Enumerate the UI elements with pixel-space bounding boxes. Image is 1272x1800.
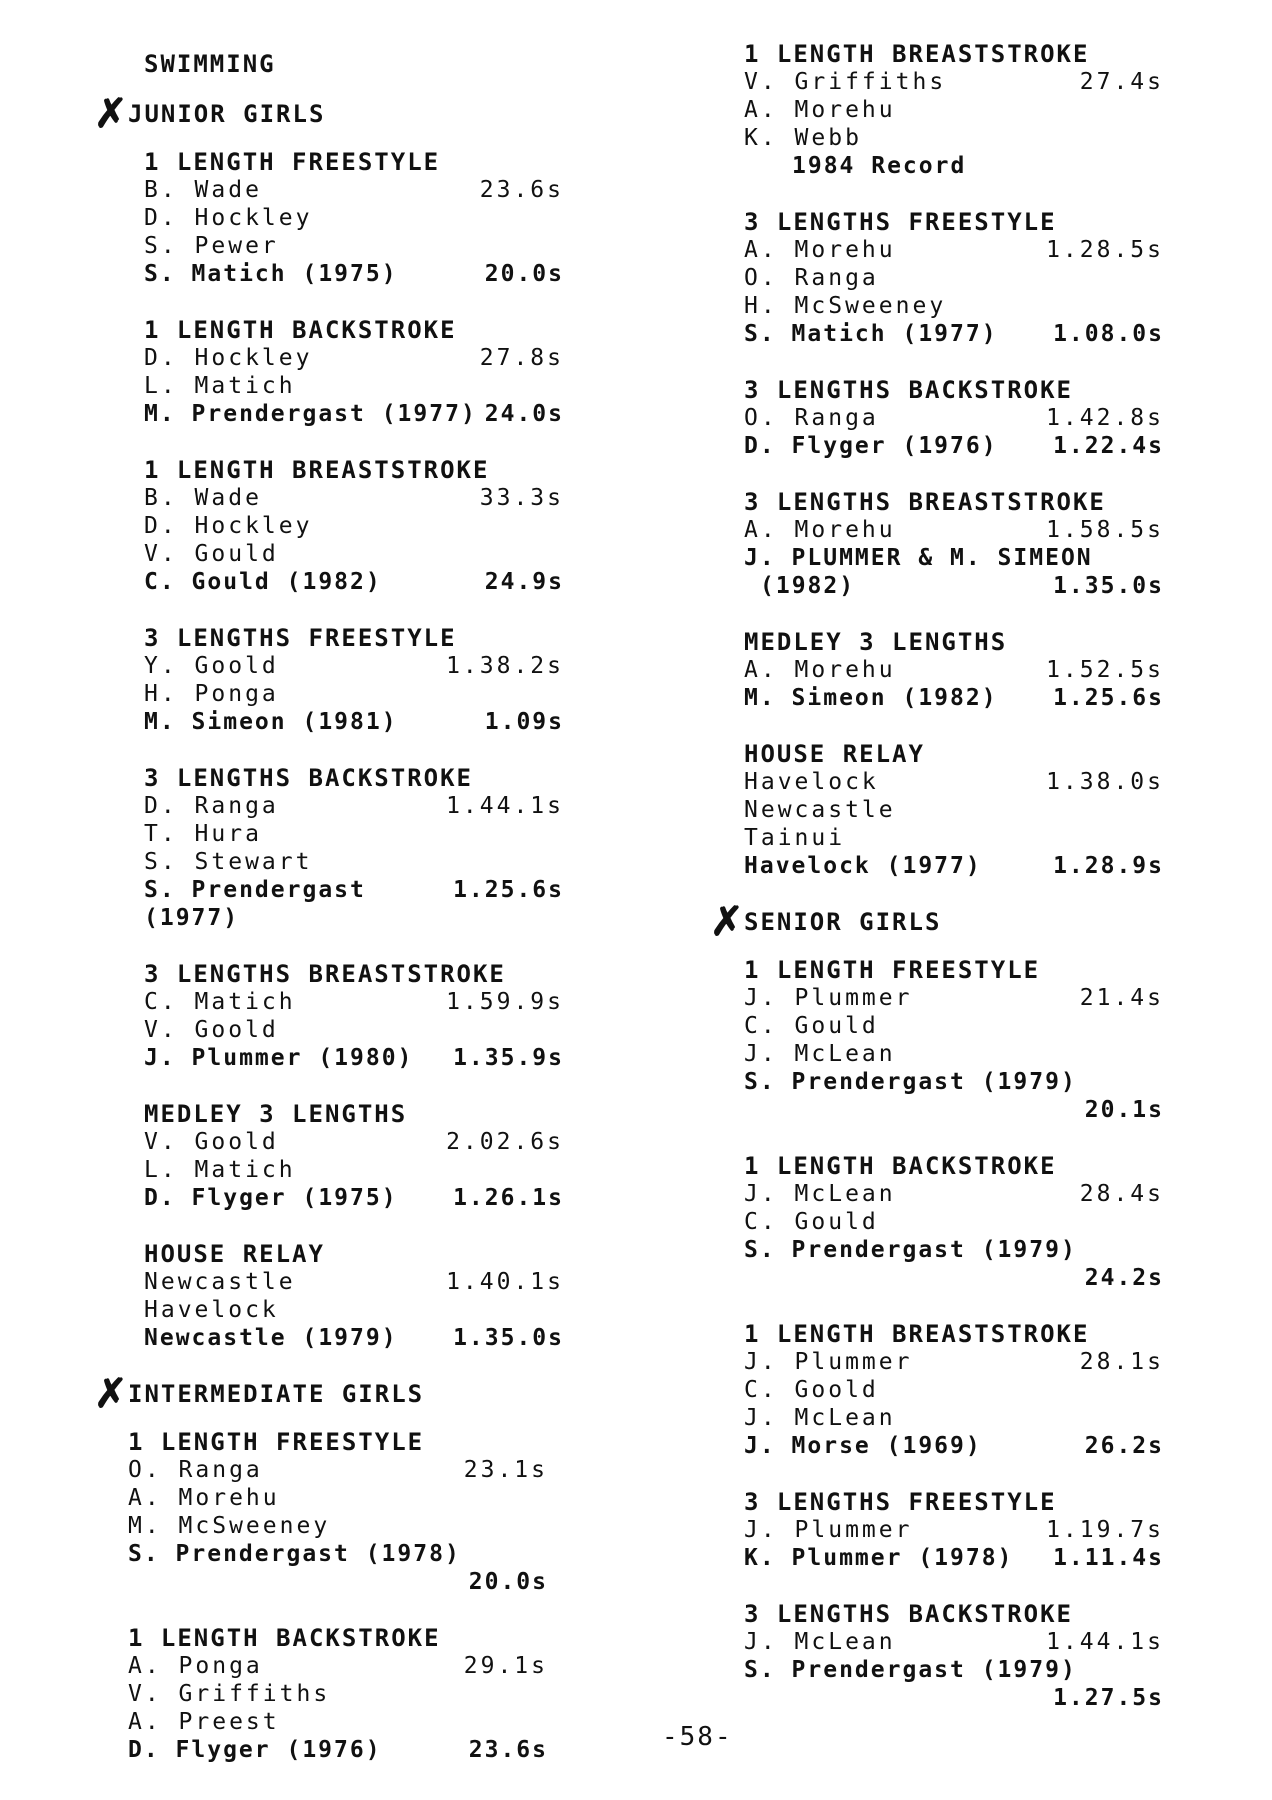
competitor-name: K. Webb [744, 125, 862, 151]
record-time: 1.08.0s [1053, 321, 1164, 347]
event-block [744, 488, 1214, 600]
result-row [128, 1512, 548, 1540]
competitor-name: J. McLean [744, 1629, 896, 1655]
record-time: 1.27.5s [1053, 1685, 1164, 1711]
result-time: 1.58.5s [1046, 517, 1164, 543]
competitor-name: S. Stewart [144, 849, 313, 875]
event-block [744, 1488, 1214, 1572]
record-row [744, 852, 1164, 880]
result-row [744, 1628, 1164, 1656]
result-time: 1.59.9s [446, 989, 564, 1015]
result-row [744, 1040, 1164, 1068]
record-time: 20.1s [1084, 1097, 1164, 1123]
competitor-name: J. Plummer [744, 985, 913, 1011]
event-name: 1 LENGTH BREASTSTROKE [744, 40, 1090, 68]
result-row [744, 68, 1164, 96]
competitor-name: D. Hockley [144, 205, 313, 231]
result-row [744, 1012, 1164, 1040]
division-heading-intermediate: ✗ INTERMEDIATE GIRLS [94, 1370, 425, 1417]
result-time: 1.19.7s [1046, 1517, 1164, 1543]
event-name: HOUSE RELAY [744, 740, 925, 768]
result-row [744, 1180, 1164, 1208]
record-row [744, 320, 1164, 348]
result-time: 1.40.1s [446, 1269, 564, 1295]
event-block [144, 456, 598, 596]
event-name: MEDLEY 3 LENGTHS [144, 1100, 408, 1128]
senior-events [744, 956, 1214, 1712]
competitor-name: J. McLean [744, 1181, 896, 1207]
record-time: 1.26.1s [453, 1185, 564, 1211]
event-name: 3 LENGTHS BREASTSTROKE [744, 488, 1106, 516]
record-time: 1.35.0s [1053, 573, 1164, 599]
event-name: 1 LENGTH BACKSTROKE [128, 1624, 441, 1652]
division-heading-senior: ✗ SENIOR GIRLS [710, 898, 942, 945]
page-title: SWIMMING [144, 50, 276, 78]
record-holder: M. Simeon (1982) [744, 685, 998, 711]
result-row [144, 820, 564, 848]
result-time: 29.1s [463, 1653, 548, 1679]
competitor-name: D. Hockley [144, 345, 313, 371]
competitor-name: O. Ranga [128, 1457, 263, 1483]
event-block [128, 1624, 598, 1764]
competitor-name: A. Preest [128, 1709, 280, 1735]
competitor-name: V. Griffiths [128, 1681, 331, 1707]
result-row [144, 176, 564, 204]
page-number: -58- [662, 1722, 733, 1752]
record-row [144, 1184, 564, 1212]
record-row-continued [744, 572, 1164, 600]
event-block [744, 1320, 1214, 1460]
result-row [744, 96, 1164, 124]
result-row [744, 984, 1164, 1012]
result-row [144, 1296, 564, 1324]
result-time: 28.4s [1079, 1181, 1164, 1207]
competitor-name: A. Morehu [744, 517, 896, 543]
result-row [128, 1652, 548, 1680]
competitor-name: V. Goold [144, 1017, 279, 1043]
record-time: 20.0s [468, 1569, 548, 1595]
record-row [144, 568, 564, 596]
event-block [144, 148, 598, 288]
result-row [144, 1156, 564, 1184]
result-row [744, 1348, 1164, 1376]
record-row [144, 1044, 564, 1072]
result-row [144, 1016, 564, 1044]
record-holder: S. Prendergast (1978) [128, 1541, 461, 1567]
result-time: 33.3s [479, 485, 564, 511]
record-row [744, 1068, 1164, 1096]
record-time: 1.09s [484, 709, 564, 735]
event-block [144, 1240, 598, 1352]
competitor-name: J. McLean [744, 1041, 896, 1067]
event-block [744, 740, 1214, 880]
record-holder: J. Morse (1969) [744, 1433, 982, 1459]
right-column [710, 40, 1214, 1740]
event-name: 3 LENGTHS BACKSTROKE [744, 1600, 1073, 1628]
competitor-name: B. Wade [144, 177, 262, 203]
result-row [744, 796, 1164, 824]
competitor-name: C. Gould [744, 1013, 879, 1039]
competitor-name: V. Gould [144, 541, 279, 567]
record-note: 1984 Record [792, 153, 967, 179]
competitor-name: Tainui [744, 825, 846, 851]
result-time: 1.28.5s [1046, 237, 1164, 263]
competitor-name: L. Matich [144, 373, 296, 399]
competitor-name: A. Morehu [128, 1485, 280, 1511]
record-holder: S. Prendergast (1979) [744, 1069, 1077, 1095]
record-row [144, 708, 564, 736]
record-holder: S. Matich (1975) [144, 261, 398, 287]
competitor-name: C. Goold [744, 1377, 879, 1403]
record-row [744, 1432, 1164, 1460]
event-block [744, 208, 1214, 348]
handwritten-x-mark-icon: ✗ [94, 1370, 130, 1417]
event-name: HOUSE RELAY [144, 1240, 325, 1268]
record-holder: D. Flyger (1975) [144, 1185, 398, 1211]
record-holder: S. Matich (1977) [744, 321, 998, 347]
record-row [144, 876, 564, 932]
result-row [144, 1268, 564, 1296]
record-holder: M. Prendergast (1977) [144, 401, 477, 427]
competitor-name: V. Griffiths [744, 69, 947, 95]
event-name: 3 LENGTHS FREESTYLE [744, 208, 1057, 236]
event-name: 3 LENGTHS FREESTYLE [744, 1488, 1057, 1516]
record-time: 1.22.4s [1053, 433, 1164, 459]
record-row [144, 1324, 564, 1352]
record-row [744, 1544, 1164, 1572]
competitor-name: J. Plummer [744, 1349, 913, 1375]
result-row [144, 484, 564, 512]
result-row [744, 824, 1164, 852]
result-row [744, 1404, 1164, 1432]
competitor-name: J. McLean [744, 1405, 896, 1431]
competitor-name: D. Ranga [144, 793, 279, 819]
result-row [744, 292, 1164, 320]
record-row [744, 684, 1164, 712]
record-holder: J. PLUMMER & M. SIMEON [744, 545, 1093, 571]
result-row [144, 988, 564, 1016]
event-block [744, 1152, 1214, 1292]
left-column [94, 46, 598, 1792]
result-time: 23.1s [463, 1457, 548, 1483]
competitor-name: S. Pewer [144, 233, 279, 259]
record-holder: K. Plummer (1978) [744, 1545, 1014, 1571]
result-row [144, 792, 564, 820]
record-row [144, 260, 564, 288]
result-row [144, 512, 564, 540]
record-year: (1982) [760, 573, 856, 599]
result-row [144, 652, 564, 680]
record-time: 24.0s [484, 401, 564, 427]
record-time: 1.25.6s [1053, 685, 1164, 711]
result-row [744, 264, 1164, 292]
competitor-name: A. Ponga [128, 1653, 263, 1679]
competitor-name: C. Matich [144, 989, 296, 1015]
record-row [128, 1736, 548, 1764]
event-name: 1 LENGTH BREASTSTROKE [744, 1320, 1090, 1348]
result-row [744, 1208, 1164, 1236]
record-time: 1.25.6s [453, 877, 564, 903]
competitor-name: C. Gould [744, 1209, 879, 1235]
event-name: 3 LENGTHS BACKSTROKE [144, 764, 473, 792]
result-row [744, 404, 1164, 432]
handwritten-x-mark-icon: ✗ [710, 898, 746, 945]
record-time: 24.9s [484, 569, 564, 595]
event-name: 1 LENGTH BACKSTROKE [144, 316, 457, 344]
event-block [744, 376, 1214, 460]
record-holder: D. Flyger (1976) [128, 1737, 382, 1763]
competitor-name: V. Goold [144, 1129, 279, 1155]
result-row [144, 344, 564, 372]
event-block [144, 624, 598, 736]
record-holder: S. Prendergast (1979) [744, 1237, 1077, 1263]
record-holder: S. Prendergast (1977) [144, 877, 366, 931]
event-name: 3 LENGTHS FREESTYLE [144, 624, 457, 652]
result-time: 1.38.2s [446, 653, 564, 679]
competitor-name: O. Ranga [744, 405, 879, 431]
result-row [744, 1516, 1164, 1544]
event-name: 1 LENGTH FREESTYLE [144, 148, 441, 176]
result-row [128, 1456, 548, 1484]
competitor-name: Newcastle [744, 797, 896, 823]
record-row [744, 544, 1164, 572]
record-holder: Newcastle (1979) [144, 1325, 398, 1351]
result-time: 1.52.5s [1046, 657, 1164, 683]
event-block [744, 628, 1214, 712]
record-time: 1.35.0s [453, 1325, 564, 1351]
intermediate-continued-events [744, 40, 1214, 880]
result-row [744, 1376, 1164, 1404]
record-row [744, 1236, 1164, 1264]
result-time: 1.44.1s [446, 793, 564, 819]
record-holder: D. Flyger (1976) [744, 433, 998, 459]
intermediate-events [128, 1428, 598, 1764]
junior-events [128, 148, 598, 1352]
competitor-name: A. Morehu [744, 237, 896, 263]
competitor-name: A. Morehu [744, 657, 896, 683]
record-holder: S. Prendergast (1979) [744, 1657, 1077, 1683]
result-row [144, 232, 564, 260]
record-time: 20.0s [484, 261, 564, 287]
event-name: 3 LENGTHS BACKSTROKE [744, 376, 1073, 404]
record-time: 1.11.4s [1053, 1545, 1164, 1571]
result-row [128, 1680, 548, 1708]
record-holder: C. Gould (1982) [144, 569, 382, 595]
competitor-name: M. McSweeney [128, 1513, 331, 1539]
result-row [744, 768, 1164, 796]
competitor-name: Y. Goold [144, 653, 279, 679]
competitor-name: A. Morehu [744, 97, 896, 123]
competitor-name: D. Hockley [144, 513, 313, 539]
event-block [144, 960, 598, 1072]
competitor-name: L. Matich [144, 1157, 296, 1183]
record-holder: Havelock (1977) [744, 853, 982, 879]
handwritten-x-mark-icon: ✗ [94, 90, 130, 137]
record-time: 26.2s [1084, 1433, 1164, 1459]
result-row [128, 1484, 548, 1512]
result-row [144, 680, 564, 708]
result-time: 27.8s [479, 345, 564, 371]
result-row [744, 516, 1164, 544]
event-name: MEDLEY 3 LENGTHS [744, 628, 1008, 656]
result-time: 27.4s [1079, 69, 1164, 95]
event-name: 3 LENGTHS BREASTSTROKE [144, 960, 506, 988]
event-block [144, 764, 598, 932]
competitor-name: T. Hura [144, 821, 262, 847]
result-row [144, 540, 564, 568]
result-row [744, 124, 1164, 152]
result-time: 23.6s [479, 177, 564, 203]
event-block [144, 1100, 598, 1212]
event-name: 1 LENGTH FREESTYLE [128, 1428, 425, 1456]
result-row [128, 1708, 548, 1736]
record-time: 24.2s [1084, 1265, 1164, 1291]
competitor-name: J. Plummer [744, 1517, 913, 1543]
event-block [144, 316, 598, 428]
result-row [744, 236, 1164, 264]
competitor-name: O. Ranga [744, 265, 879, 291]
result-time: 1.38.0s [1046, 769, 1164, 795]
division-heading-junior: ✗ JUNIOR GIRLS [94, 90, 326, 137]
result-row [144, 848, 564, 876]
competitor-name: Newcastle [144, 1269, 296, 1295]
competitor-name: Havelock [144, 1297, 279, 1323]
event-name: 1 LENGTH BREASTSTROKE [144, 456, 490, 484]
record-row [744, 432, 1164, 460]
record-holder: J. Plummer (1980) [144, 1045, 414, 1071]
result-time: 21.4s [1079, 985, 1164, 1011]
result-time: 1.44.1s [1046, 1629, 1164, 1655]
event-name: 1 LENGTH FREESTYLE [744, 956, 1041, 984]
record-time: 1.35.9s [453, 1045, 564, 1071]
record-time: 23.6s [468, 1737, 548, 1763]
event-block [744, 956, 1214, 1124]
result-time: 2.02.6s [446, 1129, 564, 1155]
record-row [144, 400, 564, 428]
result-row [144, 1128, 564, 1156]
record-time: 1.28.9s [1053, 853, 1164, 879]
record-row [744, 1656, 1164, 1684]
result-time: 1.42.8s [1046, 405, 1164, 431]
result-row [144, 204, 564, 232]
result-row [744, 656, 1164, 684]
event-name: 1 LENGTH BACKSTROKE [744, 1152, 1057, 1180]
result-row [144, 372, 564, 400]
event-block [744, 1600, 1214, 1712]
record-holder: M. Simeon (1981) [144, 709, 398, 735]
competitor-name: H. McSweeney [744, 293, 947, 319]
event-block [744, 40, 1214, 180]
competitor-name: B. Wade [144, 485, 262, 511]
record-row [128, 1540, 548, 1568]
competitor-name: H. Ponga [144, 681, 279, 707]
competitor-name: Havelock [744, 769, 879, 795]
result-time: 28.1s [1079, 1349, 1164, 1375]
event-block [128, 1428, 598, 1596]
